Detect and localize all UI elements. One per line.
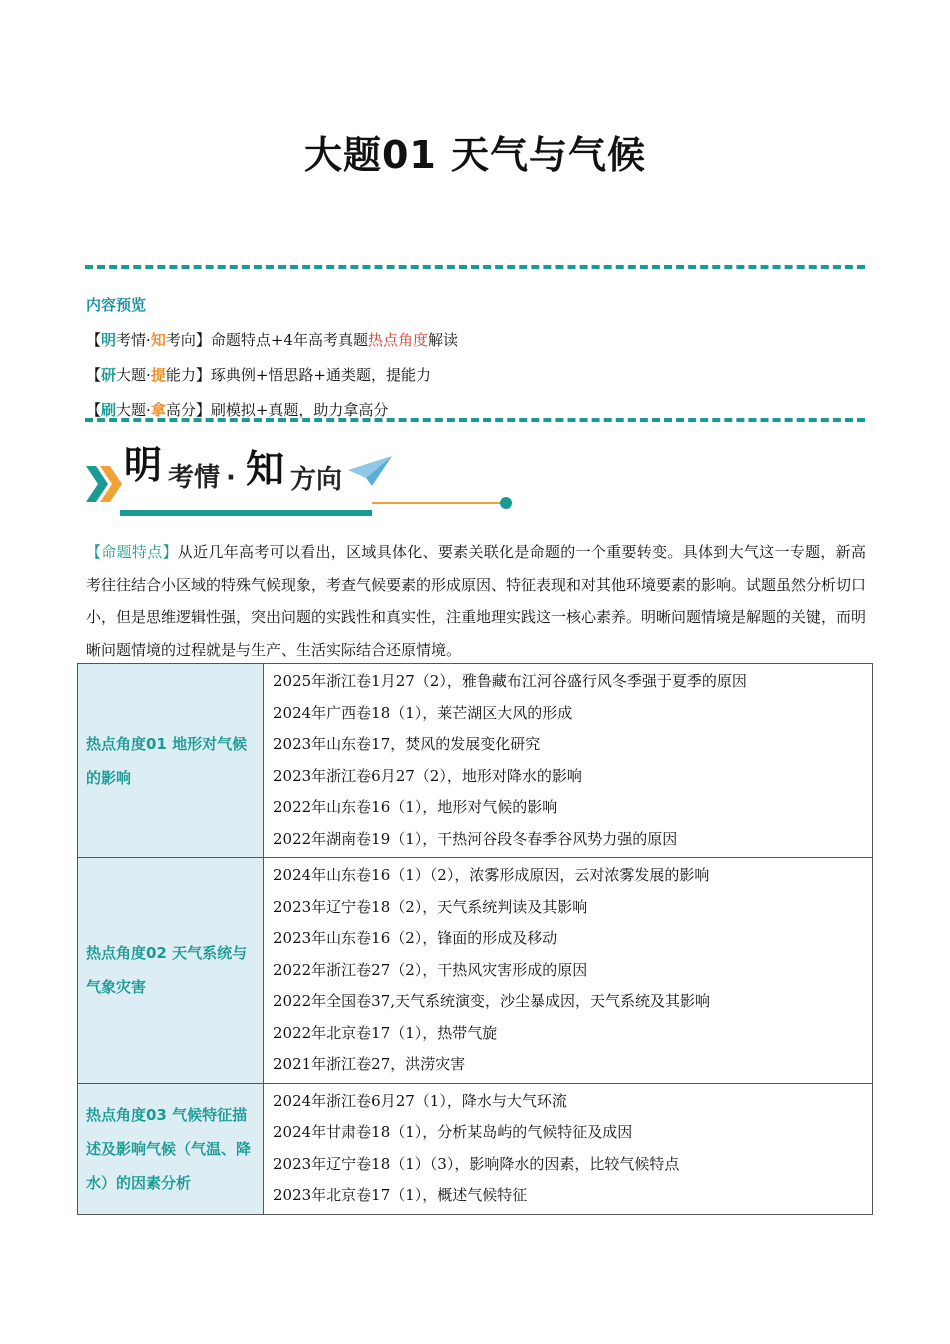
preview-k2: 知 [150, 331, 166, 349]
intro-tag: 【命题特点】 [86, 543, 178, 561]
preview-row [86, 393, 866, 428]
exam-item: 2022年全国卷37,天气系统演变，沙尘暴成因，天气系统及其影响 [273, 992, 711, 1010]
hotspot-category: 热点角度03 气候特征描述及影响气候（气温、降水）的因素分析 [78, 1083, 264, 1214]
preview-row [86, 358, 866, 393]
table-row [78, 1083, 873, 1214]
section-banner [86, 426, 526, 522]
exam-item: 2021年浙江卷27，洪涝灾害 [273, 1055, 466, 1073]
content-preview [86, 288, 866, 428]
banner-char-zhi: 知 [246, 446, 285, 491]
preview-heading: 内容预览 [86, 296, 147, 314]
exam-item: 2024年浙江卷6月27（1），降水与大气环流 [273, 1091, 567, 1110]
preview-a: 大题· [116, 366, 151, 384]
exam-item: 2024年山东卷16（1）（2），浓雾形成原因，云对浓雾发展的影响 [273, 866, 710, 884]
exam-item: 2023年北京卷17（1），概述气候特征 [273, 1186, 528, 1204]
preview-open: 【 [86, 366, 102, 384]
table-row [78, 858, 873, 1084]
exam-item: 2023年浙江卷6月27（2），地形对降水的影响 [273, 766, 582, 785]
exam-item: 2022年山东卷16（1），地形对气候的影响 [273, 798, 558, 816]
hotspot-items [264, 858, 873, 1084]
intro-paragraph [86, 536, 866, 666]
banner-char-ming: 明 [124, 442, 163, 487]
exam-item: 2022年北京卷17（1），热带气旋 [273, 1023, 498, 1042]
exam-item: 2023年辽宁卷18（1）（3），影响降水的因素，比较气候特点 [273, 1154, 680, 1173]
preview-k1: 研 [101, 366, 117, 384]
exam-item: 2022年浙江卷27（2），干热风灾害形成的原因 [273, 960, 588, 979]
preview-open: 【 [86, 401, 102, 419]
exam-item: 2023年山东卷16（2），锋面的形成及移动 [273, 929, 558, 947]
top-divider [85, 265, 865, 269]
hotspot-category: 热点角度01 地形对气候的影响 [78, 664, 264, 858]
banner-dot: · [226, 463, 236, 493]
preview-k2: 拿 [150, 401, 166, 419]
hotspot-table [77, 663, 873, 1215]
preview-open: 【 [86, 331, 102, 349]
hotspot-items [264, 664, 873, 858]
preview-c: 解读 [427, 331, 458, 349]
preview-a: 考情· [116, 331, 151, 349]
preview-k1: 刷 [101, 401, 117, 419]
preview-b: 高分】刷模拟+真题，助力拿高分 [165, 401, 389, 419]
preview-b: 考向】命题特点+4年高考真题 [165, 331, 368, 349]
preview-k1: 明 [101, 331, 117, 349]
exam-item: 2023年山东卷17，焚风的发展变化研究 [273, 735, 541, 753]
exam-item: 2023年辽宁卷18（2），天气系统判读及其影响 [273, 897, 588, 916]
hotspot-category: 热点角度02 天气系统与气象灾害 [78, 858, 264, 1084]
page-title: 大题01 天气与气候 [303, 133, 647, 177]
banner-text-fangxiang: 方向 [290, 465, 343, 495]
exam-item: 2022年湖南卷19（1），干热河谷段冬春季谷风势力强的原因 [273, 829, 678, 848]
bottom-divider [85, 418, 865, 422]
banner-bar [120, 510, 372, 516]
preview-k2: 提 [150, 366, 166, 384]
intro-text: 从近几年高考可以看出，区域具体化、要素关联化是命题的一个重要转变。具体到大气这一专题，新高考往往结合小区域的特殊气候现象，考查气候要素的形成原因、特征表现和对其他环境要素的影响。试题虽然分析切口小，但是思维逻辑性强，突出问题的实践性和真实性，注重地理实践这一核心素养。明晰问题情境是解题的关键，而明晰问题情境的过程就是与生产、生活实际结合还原情境。 [86, 543, 867, 659]
table-row [78, 664, 873, 858]
hotspot-items [264, 1083, 873, 1214]
exam-item: 2025年浙江卷1月27（2），雅鲁藏布江河谷盛行风冬季强于夏季的原因 [273, 672, 747, 690]
preview-row [86, 323, 866, 358]
exam-item: 2024年广西卷18（1），莱芒湖区大风的形成 [273, 703, 573, 722]
paper-plane-icon [348, 456, 392, 486]
exam-item: 2024年甘肃卷18（1），分析某岛屿的气候特征及成因 [273, 1123, 633, 1141]
banner-dot-icon [500, 497, 512, 509]
banner-text-kaoqing: 考情 [168, 463, 221, 493]
preview-b: 能力】琢典例+悟思路+通类题，提能力 [165, 366, 431, 384]
preview-red: 热点角度 [367, 331, 428, 349]
preview-a: 大题· [116, 401, 151, 419]
